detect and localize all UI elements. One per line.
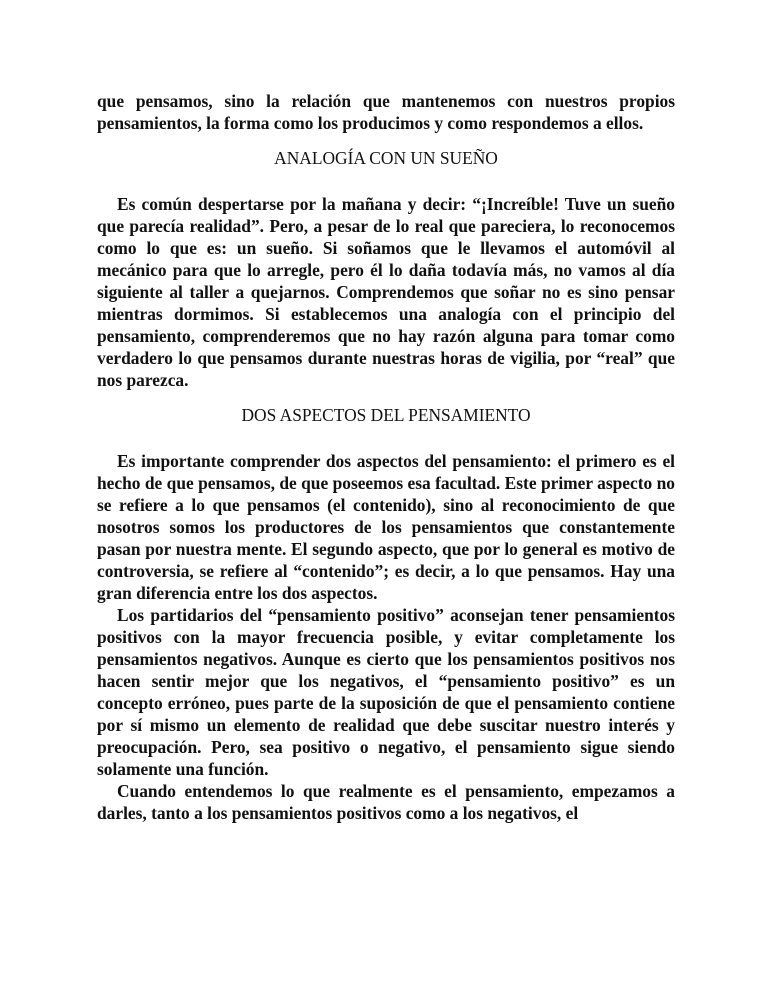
paragraph-two-aspects: Es importante comprender dos aspectos del pensamiento: el primero es el hecho de que pensamos, de que poseemos esa facultad. Este primer aspecto no se refiere a lo que pensamos (el contenido), sino al reconocimiento de que nosotros somos los productores de los pensamientos que constantemente pasan por nuestra mente. El segundo aspecto, que por lo general es motivo de controversia, se refiere al “contenido”; es decir, a lo que pensamos. Hay una gran diferencia entre los dos aspectos. [97, 451, 675, 603]
paragraph-positive-thinking: Los partidarios del “pensamiento positivo” aconsejan tener pensamientos positivos con la mayor frecuencia posible, y evitar completamente los pensamientos negativos. Aunque es cierto que los pensamientos positivos nos hacen sentir mejor que los negativos, el “pensamiento positivo” es un concepto erróneo, pues parte de la suposición de que el pensamiento contiene por sí mismo un elemento de realidad que debe suscitar nuestro interés y preocupación. Pero, sea positivo o negativo, el pensamiento sigue siendo solamente una función. [97, 605, 675, 779]
section-heading-analogia: ANALOGÍA CON UN SUEÑO [274, 148, 498, 168]
paragraph-understanding-thought: Cuando entendemos lo que realmente es el pensamiento, empezamos a darles, tanto a los pensamientos positivos como a los negativos, el [97, 781, 675, 823]
book-page [97, 90, 675, 824]
section-heading-dos-aspectos: DOS ASPECTOS DEL PENSAMIENTO [241, 405, 531, 425]
paragraph-dream-analogy: Es común despertarse por la mañana y decir: “¡Increíble! Tuve un sueño que parecía realidad”. Pero, a pesar de lo real que pareciera, lo reconocemos como lo que es: un sueño. Si soñamos que le llevamos el automóvil al mecánico para que lo arregle, pero él lo daña todavía más, no vamos al día siguiente al taller a quejarnos. Comprendemos que soñar no es sino pensar mientras dormimos. Si establecemos una analogía con el principio del pensamiento, comprenderemos que no hay razón alguna para tomar como verdadero lo que pensamos durante nuestras horas de vigilia, por “real” que nos parezca. [97, 194, 675, 390]
paragraph-continuation: que pensamos, sino la relación que mantenemos con nuestros propios pensamientos, la forma como los producimos y como respondemos a ellos. [97, 91, 675, 133]
